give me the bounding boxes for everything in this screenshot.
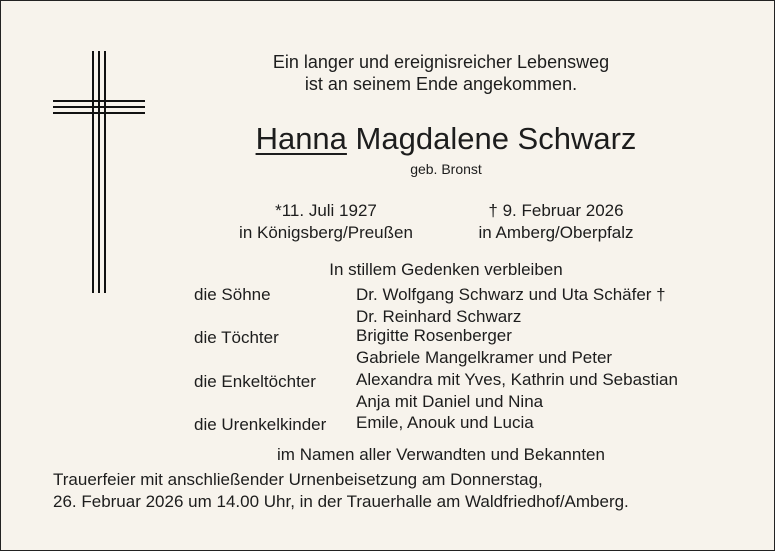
birth-place: in Königsberg/Preußen [239,223,413,242]
intro-line-1: Ein langer und ereignisreicher Lebensweg [272,52,610,72]
greatgrandchildren-label: die Urenkelkinder [194,415,327,434]
cross-horizontal-beam [53,100,145,114]
service-line-1: Trauerfeier mit anschließender Urnenbeisetzung am Donnerstag, [53,470,543,489]
granddaughter-entry: Anja mit Daniel und Nina [356,392,544,411]
relatives-line: im Namen aller Verwandten und Bekannten [277,445,605,464]
sons-list [356,284,666,328]
granddaughter-entry: Alexandra mit Yves, Kathrin und Sebastian [356,370,678,389]
daughters-label: die Töchter [194,328,279,347]
cross-vertical-beam [92,51,106,293]
birth-name: geb. Bronst [410,161,482,177]
birth-info [211,200,441,244]
deceased-name [201,121,691,157]
deceased-middle-last-name: Magdalene Schwarz [346,121,637,156]
daughter-entry: Brigitte Rosenberger [356,326,512,345]
granddaughters-label: die Enkeltöchter [194,372,316,391]
memory-line: In stillem Gedenken verbleiben [329,260,563,279]
cross-icon [53,51,145,293]
death-place: in Amberg/Oberpfalz [478,223,634,242]
deceased-first-name: Hanna [255,121,347,156]
intro-line-2: ist an seinem Ende angekommen. [304,74,578,94]
greatgrandchildren-list [356,412,534,434]
greatgrandchild-entry: Emile, Anouk und Lucia [356,413,534,432]
death-info [461,200,651,244]
daughter-entry: Gabriele Mangelkramer und Peter [356,348,613,367]
granddaughters-list [356,369,678,413]
funeral-service-info [53,469,629,513]
son-entry: Dr. Wolfgang Schwarz und Uta Schäfer † [356,285,666,304]
sons-label: die Söhne [194,285,271,304]
intro-text [231,51,651,95]
daughters-list [356,325,612,369]
birth-date: *11. Juli 1927 [275,201,377,220]
death-date: † 9. Februar 2026 [488,201,624,220]
service-line-2: 26. Februar 2026 um 14.00 Uhr, in der Trauerhalle am Waldfriedhof/Amberg. [53,492,629,511]
son-entry: Dr. Reinhard Schwarz [356,307,522,326]
